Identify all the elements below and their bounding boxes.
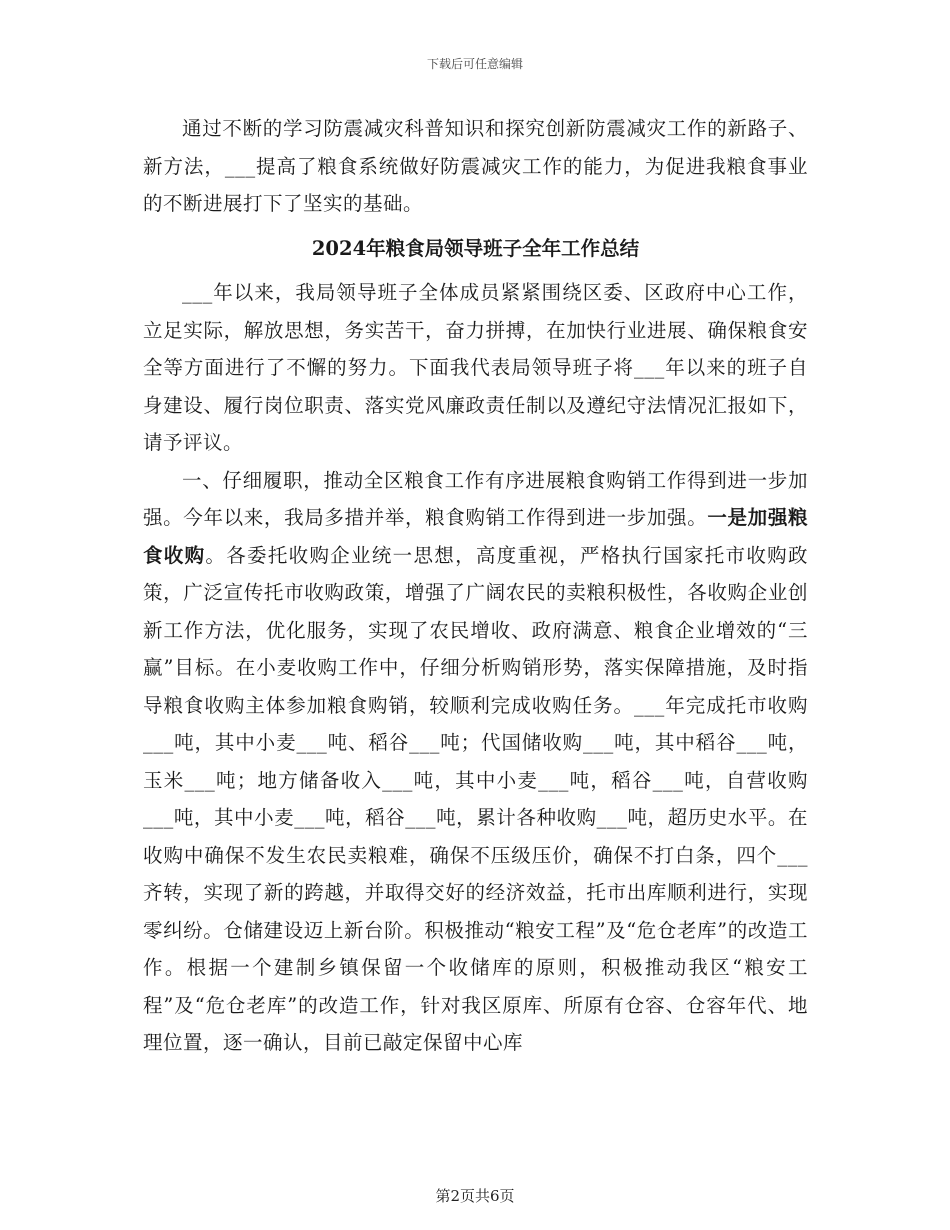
paragraph-summary: ___年以来，我局领导班子全体成员紧紧围绕区委、区政府中心工作，立足实际，解放思想，务实苦干，奋力拼搏，在加快行业进展、确保粮食安全等方面进行了不懈的努力。下面我代表局领导班子将___年以来的班子自身建设、履行岗位职责、落实党风廉政责任制以及遵纪守法情况汇报如下，请予评议。	[143, 281, 808, 454]
document-body	[143, 110, 808, 1062]
page-footer: 第2页共6页	[435, 1187, 515, 1205]
intro-paragraph: 通过不断的学习防震减灾科普知识和探究创新防震减灾工作的新路子、新方法，___提高了粮食系统做好防震减灾工作的能力，为促进我粮食事业的不断进展打下了坚实的基础。	[143, 117, 808, 215]
document-title: 2024年粮食局领导班子全年工作总结	[311, 236, 640, 260]
bold-lead-text: 一是加强粮食收购	[143, 506, 808, 567]
paragraph-section-one	[143, 462, 808, 1062]
page-header: 下载后可任意编辑	[426, 57, 523, 71]
section-one-text: 一、仔细履职，推动全区粮食工作有序进展粮食购销工作得到进一步加强。今年以来，我局多措并举，粮食购销工作得到进一步加强。	[143, 468, 808, 529]
section-one-continuation: 。各委托收购企业统一思想，高度重视，严格执行国家托市收购政策，广泛宣传托市收购政策，增强了广阔农民的卖粮积极性，各收购企业创新工作方法，优化服务，实现了农民增收、政府满意、粮食企业增效的“三赢”目标。在小麦收购工作中，仔细分析购销形势，落实保障措施，及时指导粮食收购主体参加粮食购销，较顺利完成收购任务。___年完成托市收购___吨，其中小麦___吨、稻谷___吨；代国储收购___吨，其中稻谷___吨，玉米___吨；地方储备收入___吨，其中小麦___吨，稻谷___吨，自营收购___吨，其中小麦___吨，稻谷___吨，累计各种收购___吨，超历史水平。在收购中确保不发生农民卖粮难，确保不压级压价，确保不打白条，四个___齐转，实现了新的跨越，并取得交好的经济效益，托市出库顺利进行，实现零纠纷。仓储建设迈上新台阶。积极推动“粮安工程”及“危仓老库”的改造工作。根据一个建制乡镇保留一个收储库的原则，积极推动我区“粮安工程”及“危仓老库”的改造工作，针对我区原库、所原有仓容、仓容年代、地理位置，逐一确认，目前已敲定保留中心库	[143, 543, 808, 1054]
